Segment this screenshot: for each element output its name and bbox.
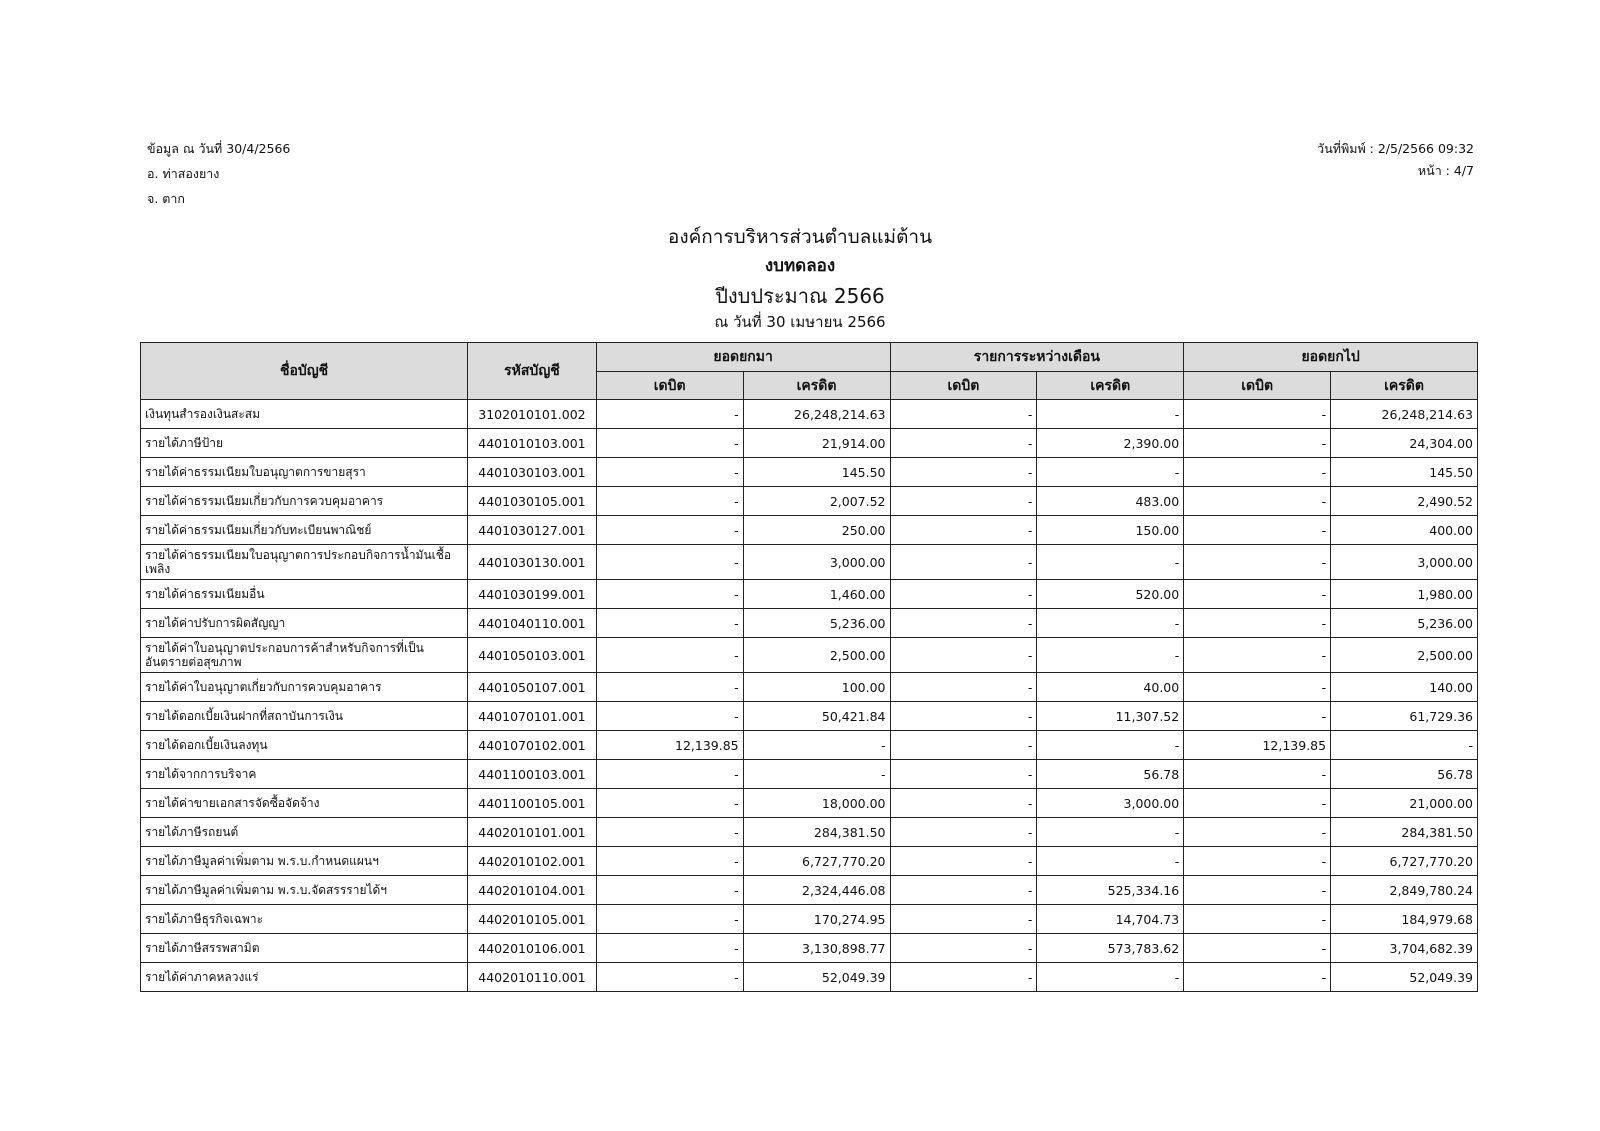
cf-credit-cell: 3,704,682.39 — [1331, 934, 1478, 963]
account-code-cell: 3102010101.002 — [468, 400, 597, 429]
province-label: จ. ตาก — [147, 191, 185, 206]
cf-credit-cell: 5,236.00 — [1331, 609, 1478, 638]
account-code-cell: 4401050107.001 — [468, 673, 597, 702]
account-name-cell: รายได้ค่าธรรมเนียมใบอนุญาตการขายสุรา — [141, 458, 468, 487]
account-name-cell: รายได้ค่าธรรมเนียมเกี่ยวกับทะเบียนพาณิชย์ — [141, 516, 468, 545]
account-code-cell: 4401100103.001 — [468, 760, 597, 789]
account-name-cell: รายได้ภาษีสรรพสามิต — [141, 934, 468, 963]
bf-credit-cell: - — [743, 760, 890, 789]
bf-credit-cell: 170,274.95 — [743, 905, 890, 934]
district-label: อ. ท่าสองยาง — [147, 166, 220, 181]
account-code-cell: 4402010101.001 — [468, 818, 597, 847]
table-row — [141, 429, 1478, 458]
bf-credit-cell: 5,236.00 — [743, 609, 890, 638]
table-row — [141, 673, 1478, 702]
account-code-cell: 4401030103.001 — [468, 458, 597, 487]
cf-debit-cell: - — [1184, 429, 1331, 458]
cf-credit-cell: - — [1331, 731, 1478, 760]
month-debit-cell: - — [890, 487, 1037, 516]
cf-credit-cell: 26,248,214.63 — [1331, 400, 1478, 429]
account-name-cell: รายได้ค่าปรับการผิดสัญญา — [141, 609, 468, 638]
month-credit-cell: - — [1037, 847, 1184, 876]
month-debit-header: เดบิต — [890, 372, 1037, 400]
bf-credit-cell: - — [743, 731, 890, 760]
month-debit-cell: - — [890, 789, 1037, 818]
account-code-cell: 4402010110.001 — [468, 963, 597, 992]
report-title: งบทดลอง — [764, 256, 836, 276]
cf-debit-cell: - — [1184, 702, 1331, 731]
month-credit-cell: - — [1037, 731, 1184, 760]
bf-debit-cell: - — [596, 847, 743, 876]
table-row — [141, 545, 1478, 580]
account-name-cell: รายได้ค่าภาคหลวงแร่ — [141, 963, 468, 992]
carried-forward-header: ยอดยกไป — [1184, 343, 1478, 372]
table-row — [141, 609, 1478, 638]
bf-credit-cell: 3,130,898.77 — [743, 934, 890, 963]
cf-debit-cell: - — [1184, 516, 1331, 545]
bf-debit-cell: - — [596, 934, 743, 963]
month-credit-cell: 56.78 — [1037, 760, 1184, 789]
bf-debit-cell: - — [596, 609, 743, 638]
account-code-cell: 4401070101.001 — [468, 702, 597, 731]
month-debit-cell: - — [890, 731, 1037, 760]
cf-debit-cell: - — [1184, 545, 1331, 580]
bf-credit-cell: 18,000.00 — [743, 789, 890, 818]
account-code-cell: 4402010106.001 — [468, 934, 597, 963]
bf-debit-cell: - — [596, 580, 743, 609]
bf-credit-cell: 52,049.39 — [743, 963, 890, 992]
table-row — [141, 458, 1478, 487]
cf-credit-cell: 2,849,780.24 — [1331, 876, 1478, 905]
bf-debit-header: เดบิต — [596, 372, 743, 400]
cf-credit-cell: 61,729.36 — [1331, 702, 1478, 731]
month-credit-cell: - — [1037, 638, 1184, 673]
bf-debit-cell: - — [596, 702, 743, 731]
cf-debit-cell: - — [1184, 638, 1331, 673]
account-name-cell: รายได้ภาษีธุรกิจเฉพาะ — [141, 905, 468, 934]
bf-credit-cell: 250.00 — [743, 516, 890, 545]
month-credit-cell: 483.00 — [1037, 487, 1184, 516]
account-code-cell: 4401070102.001 — [468, 731, 597, 760]
month-debit-cell: - — [890, 905, 1037, 934]
bf-debit-cell: - — [596, 876, 743, 905]
account-name-cell: รายได้ค่าขายเอกสารจัดซื้อจัดจ้าง — [141, 789, 468, 818]
month-credit-cell: 40.00 — [1037, 673, 1184, 702]
month-credit-cell: 520.00 — [1037, 580, 1184, 609]
bf-credit-header: เครดิต — [743, 372, 890, 400]
account-name-cell: เงินทุนสำรองเงินสะสม — [141, 400, 468, 429]
bf-debit-cell: - — [596, 905, 743, 934]
account-code-cell: 4402010104.001 — [468, 876, 597, 905]
account-name-cell: รายได้ดอกเบี้ยเงินฝากที่สถาบันการเงิน — [141, 702, 468, 731]
account-code-cell: 4401100105.001 — [468, 789, 597, 818]
month-credit-cell: 14,704.73 — [1037, 905, 1184, 934]
table-row — [141, 731, 1478, 760]
month-credit-cell: - — [1037, 818, 1184, 847]
bf-debit-cell: - — [596, 487, 743, 516]
cf-credit-header: เครดิต — [1331, 372, 1478, 400]
bf-credit-cell: 145.50 — [743, 458, 890, 487]
bf-debit-cell: 12,139.85 — [596, 731, 743, 760]
cf-credit-cell: 6,727,770.20 — [1331, 847, 1478, 876]
month-credit-cell: 3,000.00 — [1037, 789, 1184, 818]
account-code-cell: 4401050103.001 — [468, 638, 597, 673]
table-row — [141, 580, 1478, 609]
month-credit-cell: - — [1037, 458, 1184, 487]
month-debit-cell: - — [890, 702, 1037, 731]
account-name-cell: รายได้ภาษีป้าย — [141, 429, 468, 458]
month-credit-cell: 150.00 — [1037, 516, 1184, 545]
month-debit-cell: - — [890, 458, 1037, 487]
account-name-cell: รายได้ภาษีมูลค่าเพิ่มตาม พ.ร.บ.จัดสรรรายได้ฯ — [141, 876, 468, 905]
cf-credit-cell: 56.78 — [1331, 760, 1478, 789]
account-name-cell: รายได้ค่าใบอนุญาตประกอบการค้าสำหรับกิจการที่เป็นอันตรายต่อสุขภาพ — [141, 638, 468, 673]
month-debit-cell: - — [890, 818, 1037, 847]
page-number-label: หน้า : 4/7 — [1417, 163, 1474, 178]
month-debit-cell: - — [890, 580, 1037, 609]
account-code-cell: 4401010103.001 — [468, 429, 597, 458]
cf-debit-cell: - — [1184, 847, 1331, 876]
month-credit-cell: 525,334.16 — [1037, 876, 1184, 905]
cf-debit-cell: - — [1184, 818, 1331, 847]
month-debit-cell: - — [890, 847, 1037, 876]
cf-debit-cell: - — [1184, 789, 1331, 818]
data-date-label: ข้อมูล ณ วันที่ 30/4/2566 — [147, 141, 291, 156]
monthly-transactions-header: รายการระหว่างเดือน — [890, 343, 1184, 372]
account-code-cell: 4402010105.001 — [468, 905, 597, 934]
account-code-cell: 4401030105.001 — [468, 487, 597, 516]
cf-debit-cell: - — [1184, 905, 1331, 934]
table-row — [141, 516, 1478, 545]
month-debit-cell: - — [890, 545, 1037, 580]
table-row — [141, 760, 1478, 789]
bf-debit-cell: - — [596, 638, 743, 673]
account-code-cell: 4401030130.001 — [468, 545, 597, 580]
month-debit-cell: - — [890, 760, 1037, 789]
cf-debit-header: เดบิต — [1184, 372, 1331, 400]
cf-credit-cell: 184,979.68 — [1331, 905, 1478, 934]
bf-debit-cell: - — [596, 963, 743, 992]
month-credit-cell: - — [1037, 963, 1184, 992]
bf-debit-cell: - — [596, 818, 743, 847]
bf-debit-cell: - — [596, 545, 743, 580]
bf-credit-cell: 1,460.00 — [743, 580, 890, 609]
cf-debit-cell: - — [1184, 673, 1331, 702]
account-code-cell: 4401030127.001 — [468, 516, 597, 545]
bf-debit-cell: - — [596, 458, 743, 487]
cf-credit-cell: 21,000.00 — [1331, 789, 1478, 818]
account-name-cell: รายได้จากการบริจาค — [141, 760, 468, 789]
bf-credit-cell: 21,914.00 — [743, 429, 890, 458]
bf-debit-cell: - — [596, 673, 743, 702]
trial-balance-table — [140, 342, 1478, 992]
month-credit-cell: - — [1037, 609, 1184, 638]
as-of-date-title: ณ วันที่ 30 เมษายน 2566 — [714, 313, 886, 331]
cf-debit-cell: - — [1184, 760, 1331, 789]
account-name-cell: รายได้ดอกเบี้ยเงินลงทุน — [141, 731, 468, 760]
month-credit-cell: 11,307.52 — [1037, 702, 1184, 731]
table-row — [141, 818, 1478, 847]
cf-debit-cell: - — [1184, 487, 1331, 516]
table-row — [141, 847, 1478, 876]
cf-debit-cell: - — [1184, 876, 1331, 905]
account-code-cell: 4402010102.001 — [468, 847, 597, 876]
month-debit-cell: - — [890, 963, 1037, 992]
cf-debit-cell: 12,139.85 — [1184, 731, 1331, 760]
bf-credit-cell: 100.00 — [743, 673, 890, 702]
month-credit-cell: 573,783.62 — [1037, 934, 1184, 963]
month-debit-cell: - — [890, 876, 1037, 905]
table-body — [141, 400, 1478, 992]
cf-credit-cell: 24,304.00 — [1331, 429, 1478, 458]
fiscal-year-title: ปีงบประมาณ 2566 — [715, 284, 885, 308]
cf-debit-cell: - — [1184, 963, 1331, 992]
cf-debit-cell: - — [1184, 609, 1331, 638]
month-debit-cell: - — [890, 400, 1037, 429]
cf-credit-cell: 284,381.50 — [1331, 818, 1478, 847]
account-name-cell: รายได้ค่าธรรมเนียมอื่น — [141, 580, 468, 609]
bf-credit-cell: 2,007.52 — [743, 487, 890, 516]
table-row — [141, 934, 1478, 963]
account-name-cell: รายได้ค่าใบอนุญาตเกี่ยวกับการควบคุมอาคาร — [141, 673, 468, 702]
cf-credit-cell: 145.50 — [1331, 458, 1478, 487]
bf-credit-cell: 26,248,214.63 — [743, 400, 890, 429]
bf-credit-cell: 284,381.50 — [743, 818, 890, 847]
account-name-header: ชื่อบัญชี — [141, 343, 468, 400]
month-credit-header: เครดิต — [1037, 372, 1184, 400]
account-name-cell: รายได้ค่าธรรมเนียมใบอนุญาตการประกอบกิจการน้ำมันเชื้อเพลิง — [141, 545, 468, 580]
cf-credit-cell: 3,000.00 — [1331, 545, 1478, 580]
account-code-cell: 4401030199.001 — [468, 580, 597, 609]
month-debit-cell: - — [890, 934, 1037, 963]
month-credit-cell: - — [1037, 545, 1184, 580]
table-row — [141, 487, 1478, 516]
print-date-label: วันที่พิมพ์ : 2/5/2566 09:32 — [1317, 141, 1474, 156]
cf-credit-cell: 1,980.00 — [1331, 580, 1478, 609]
cf-credit-cell: 52,049.39 — [1331, 963, 1478, 992]
bf-debit-cell: - — [596, 400, 743, 429]
table-row — [141, 638, 1478, 673]
table-row — [141, 963, 1478, 992]
month-debit-cell: - — [890, 638, 1037, 673]
cf-debit-cell: - — [1184, 934, 1331, 963]
month-debit-cell: - — [890, 429, 1037, 458]
cf-debit-cell: - — [1184, 400, 1331, 429]
bf-debit-cell: - — [596, 429, 743, 458]
bf-debit-cell: - — [596, 516, 743, 545]
bf-debit-cell: - — [596, 760, 743, 789]
cf-credit-cell: 400.00 — [1331, 516, 1478, 545]
table-row — [141, 876, 1478, 905]
month-debit-cell: - — [890, 609, 1037, 638]
bf-credit-cell: 50,421.84 — [743, 702, 890, 731]
brought-forward-header: ยอดยกมา — [596, 343, 890, 372]
cf-credit-cell: 140.00 — [1331, 673, 1478, 702]
account-name-cell: รายได้ค่าธรรมเนียมเกี่ยวกับการควบคุมอาคาร — [141, 487, 468, 516]
bf-credit-cell: 6,727,770.20 — [743, 847, 890, 876]
table-row — [141, 400, 1478, 429]
cf-debit-cell: - — [1184, 458, 1331, 487]
table-row — [141, 789, 1478, 818]
bf-credit-cell: 2,500.00 — [743, 638, 890, 673]
cf-debit-cell: - — [1184, 580, 1331, 609]
bf-credit-cell: 3,000.00 — [743, 545, 890, 580]
month-debit-cell: - — [890, 516, 1037, 545]
account-name-cell: รายได้ภาษีมูลค่าเพิ่มตาม พ.ร.บ.กำหนดแผนฯ — [141, 847, 468, 876]
cf-credit-cell: 2,500.00 — [1331, 638, 1478, 673]
month-debit-cell: - — [890, 673, 1037, 702]
bf-debit-cell: - — [596, 789, 743, 818]
bf-credit-cell: 2,324,446.08 — [743, 876, 890, 905]
account-code-cell: 4401040110.001 — [468, 609, 597, 638]
organization-title: องค์การบริหารส่วนตำบลแม่ต้าน — [667, 226, 933, 248]
table-header — [141, 343, 1478, 400]
account-name-cell: รายได้ภาษีรถยนต์ — [141, 818, 468, 847]
month-credit-cell: - — [1037, 400, 1184, 429]
table-row — [141, 905, 1478, 934]
account-code-header: รหัสบัญชี — [468, 343, 597, 400]
cf-credit-cell: 2,490.52 — [1331, 487, 1478, 516]
table-row — [141, 702, 1478, 731]
month-credit-cell: 2,390.00 — [1037, 429, 1184, 458]
